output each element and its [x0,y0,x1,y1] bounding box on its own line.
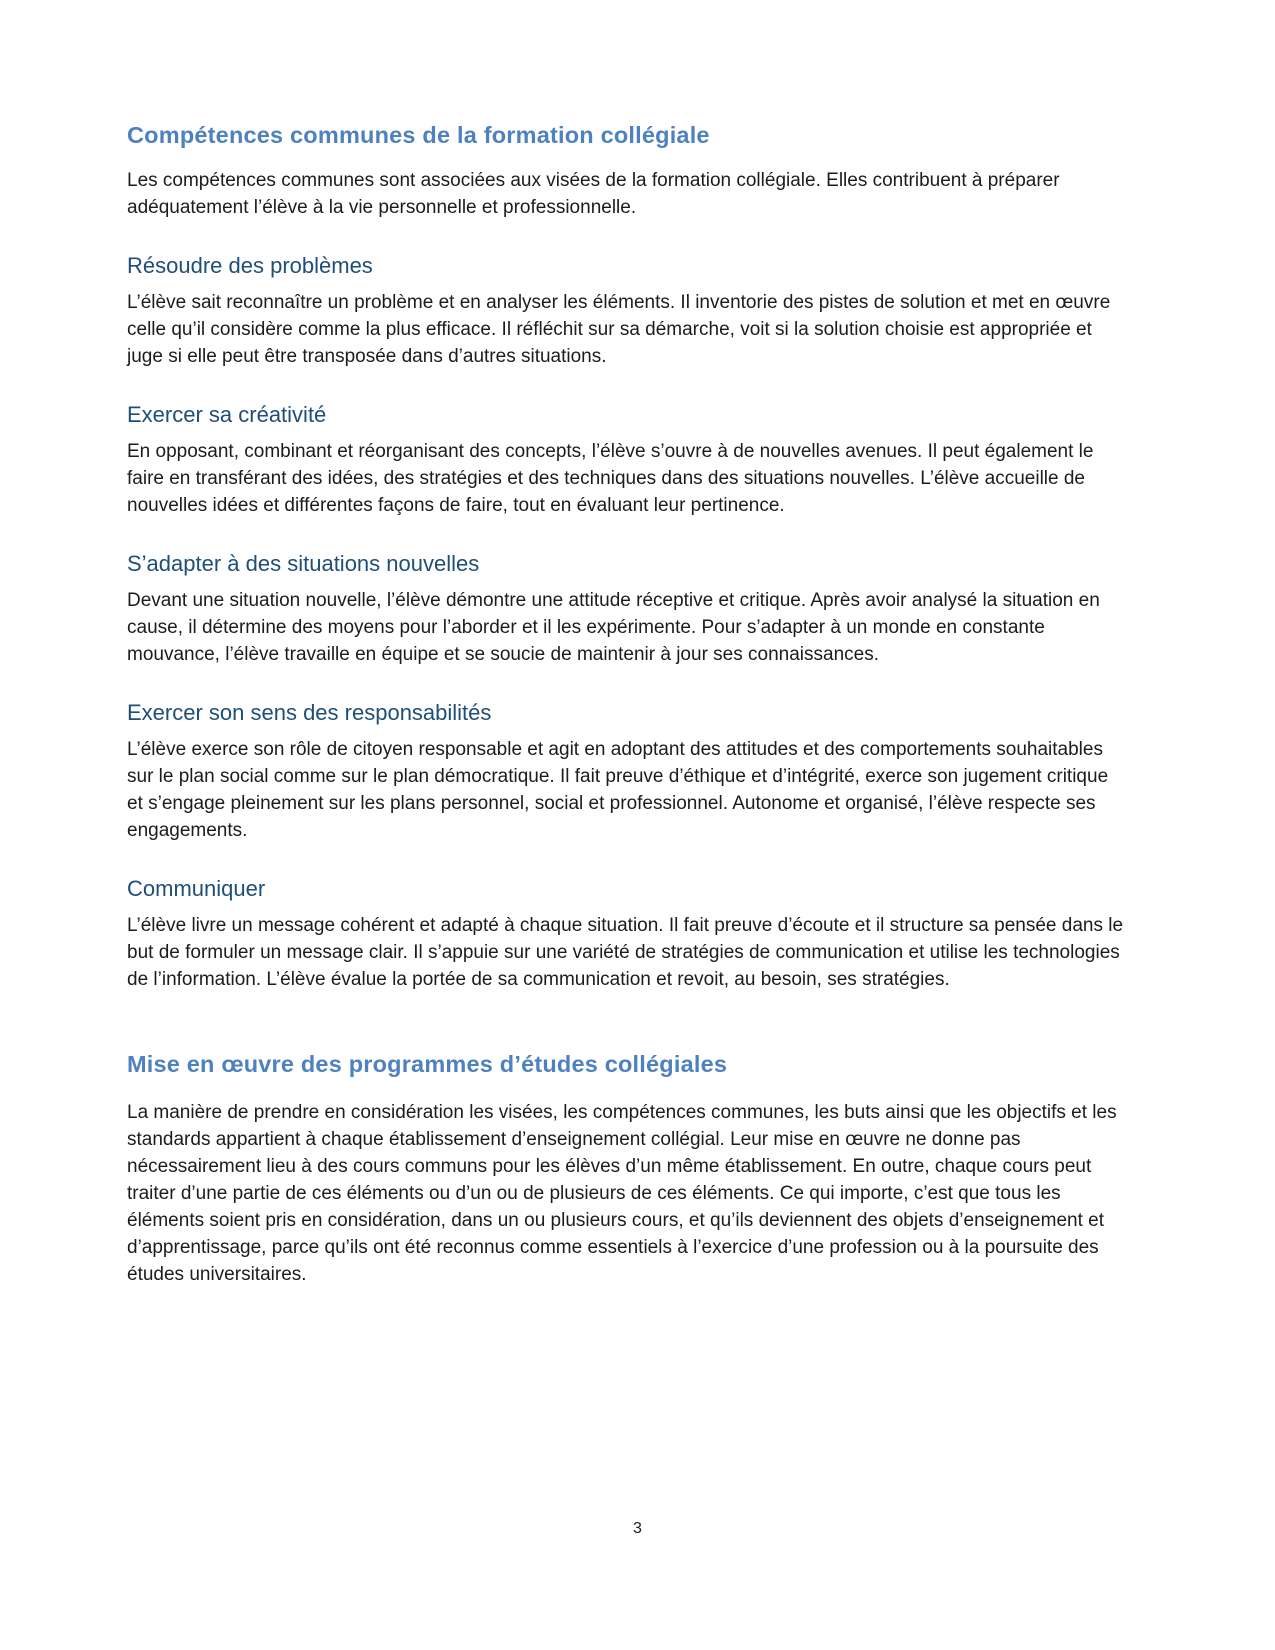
section-competences-communes [127,120,1127,221]
section-exercer-son-sens-des-responsabilites [127,698,1127,844]
paragraph-competences-communes: Les compétences communes sont associées aux visées de la formation collégiale. Elles contribuent à préparer adéquatement l’élève à la vie personnelle et professionnelle. [127,170,1060,218]
heading-sadapter-situations-nouvelles: S’adapter à des situations nouvelles [127,551,480,576]
paragraph-exercer-son-sens-des-responsabilites: L’élève exerce son rôle de citoyen responsable et agit en adoptant des attitudes et des comportements souhaitables sur le plan social comme sur le plan démocratique. Il fait preuve d’éthique et d’intégrité, exerce son jugement critique et s’engage pleinement sur les plans personnel, social et professionnel. Autonome et organisé, l’élève respecte ses engagements. [127,739,1109,841]
heading-exercer-sa-creativite: Exercer sa créativité [127,402,327,427]
section-exercer-sa-creativite [127,400,1127,519]
heading-communiquer: Communiquer [127,876,266,901]
heading-competences-communes: Compétences communes de la formation collégiale [127,122,710,148]
page-number: 3 [633,1520,642,1537]
paragraph-mise-en-oeuvre: La manière de prendre en considération les visées, les compétences communes, les buts ainsi que les objectifs et les standards appartient à chaque établissement d’enseignement collégial. Leur mise en œuvre ne donne pas nécessairement lieu à des cours communs pour les élèves d’un même établissement. En outre, chaque cours peut traiter d’une partie de ces éléments ou d’un ou de plusieurs de ces éléments. Ce qui importe, c’est que tous les éléments soient pris en considération, dans un ou plusieurs cours, et qu’ils deviennent des objets d’enseignement et d’apprentissage, parce qu’ils ont été reconnus comme essentiels à l’exercice d’une profession ou à la poursuite des études universitaires. [127,1102,1117,1285]
paragraph-resoudre-des-problemes: L’élève sait reconnaître un problème et en analyser les éléments. Il inventorie des pistes de solution et met en œuvre celle qu’il considère comme la plus efficace. Il réfléchit sur sa démarche, voit si la solution choisie est appropriée et juge si elle peut être transposée dans d’autres situations. [127,292,1111,367]
section-mise-en-oeuvre [127,1049,1127,1288]
section-communiquer [127,874,1127,993]
section-resoudre-des-problemes [127,251,1127,370]
paragraph-communiquer: L’élève livre un message cohérent et adapté à chaque situation. Il fait preuve d’écoute et il structure sa pensée dans le but de formuler un message clair. Il s’appuie sur une variété de stratégies de communication et utilise les technologies de l’information. L’élève évalue la portée de sa communication et revoit, au besoin, ses stratégies. [127,915,1124,990]
heading-mise-en-oeuvre: Mise en œuvre des programmes d’études collégiales [127,1051,728,1077]
section-sadapter-situations-nouvelles [127,549,1127,668]
paragraph-sadapter-situations-nouvelles: Devant une situation nouvelle, l’élève démontre une attitude réceptive et critique. Après avoir analysé la situation en cause, il détermine des moyens pour l’aborder et il les expérimente. Pour s’adapter à un monde en constante mouvance, l’élève travaille en équipe et se soucie de maintenir à jour ses connaissances. [127,590,1100,665]
heading-resoudre-des-problemes: Résoudre des problèmes [127,253,373,278]
heading-exercer-son-sens-des-responsabilites: Exercer son sens des responsabilités [127,700,492,725]
paragraph-exercer-sa-creativite: En opposant, combinant et réorganisant des concepts, l’élève s’ouvre à de nouvelles avenues. Il peut également le faire en transférant des idées, des stratégies et des techniques dans des situations nouvelles. L’élève accueille de nouvelles idées et différentes façons de faire, tout en évaluant leur pertinence. [127,441,1094,516]
